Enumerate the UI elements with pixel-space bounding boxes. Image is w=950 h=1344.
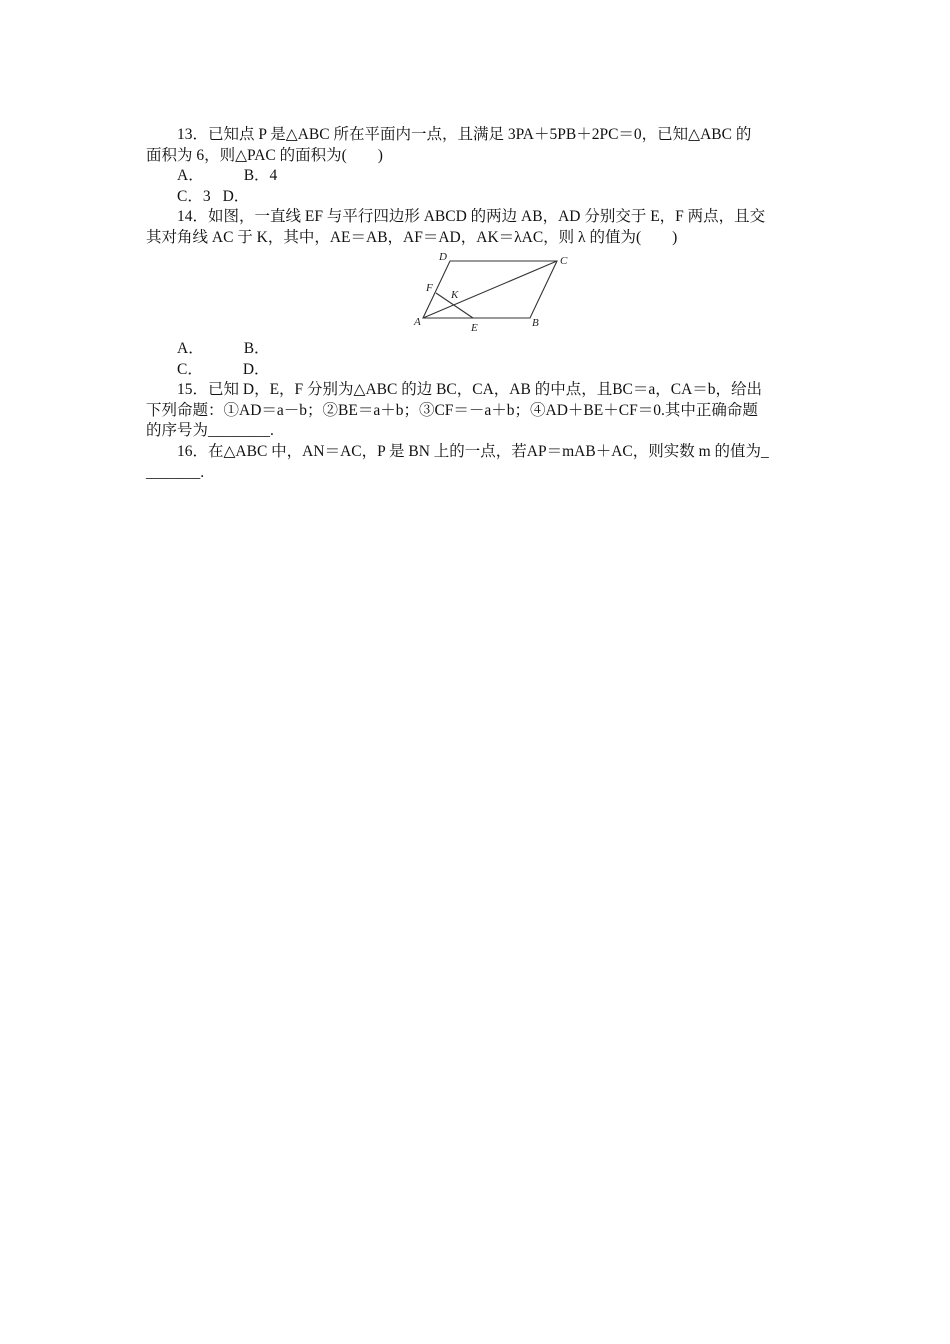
q14-line2: 其对角线 AC 于 K，其中，AE＝AB，AF＝AD，AK＝λAC，则 λ 的值为( ) xyxy=(146,228,678,246)
question-14-options xyxy=(146,339,810,380)
question-14 xyxy=(146,207,810,248)
q15-line3: 的序号为________. xyxy=(146,422,274,439)
q14-line1: 14．如图，一直线 EF 与平行四边形 ABCD 的两边 AB，AD 分别交于 E，F 两点，且交 xyxy=(177,208,766,225)
q13-line2: 面积为 6，则△PAC 的面积为( ) xyxy=(146,146,383,164)
label-a: A xyxy=(414,316,421,328)
label-b: B xyxy=(532,317,539,329)
q15-line1: 15．已知 D，E，F 分别为△ABC 的边 BC，CA，AB 的中点，且BC＝a，CA＝b，给出 xyxy=(177,381,763,398)
q15-line2: 下列命题：①AD＝a－b；②BE＝a＋b；③CF＝－a＋b；④AD＋BE＋CF＝0.其中正确命题 xyxy=(146,401,758,419)
parallelogram-figure xyxy=(405,248,575,336)
question-16 xyxy=(146,442,810,483)
label-k: K xyxy=(451,289,459,301)
q14-options-ab: A． B． xyxy=(177,340,270,357)
q13-options-ab: A． B．4 xyxy=(177,167,278,184)
label-c: C xyxy=(560,255,568,267)
q13-line1: 13．已知点 P 是△ABC 所在平面内一点，且满足 3PA＋5PB＋2PC＝0，已知△ABC 的 xyxy=(177,126,752,143)
label-f: F xyxy=(426,282,433,294)
q13-options-cd: C．3 D． xyxy=(177,187,250,205)
q16-line2: _______. xyxy=(146,463,205,481)
question-13 xyxy=(146,125,810,207)
question-15 xyxy=(146,380,810,442)
label-d: D xyxy=(439,251,447,263)
q14-options-cd: C． D． xyxy=(177,360,270,378)
label-e: E xyxy=(471,322,478,334)
q16-line1: 16．在△ABC 中，AN＝AC，P 是 BN 上的一点，若AP＝mAB＋AC，则实数 m 的值为_ xyxy=(177,443,769,460)
